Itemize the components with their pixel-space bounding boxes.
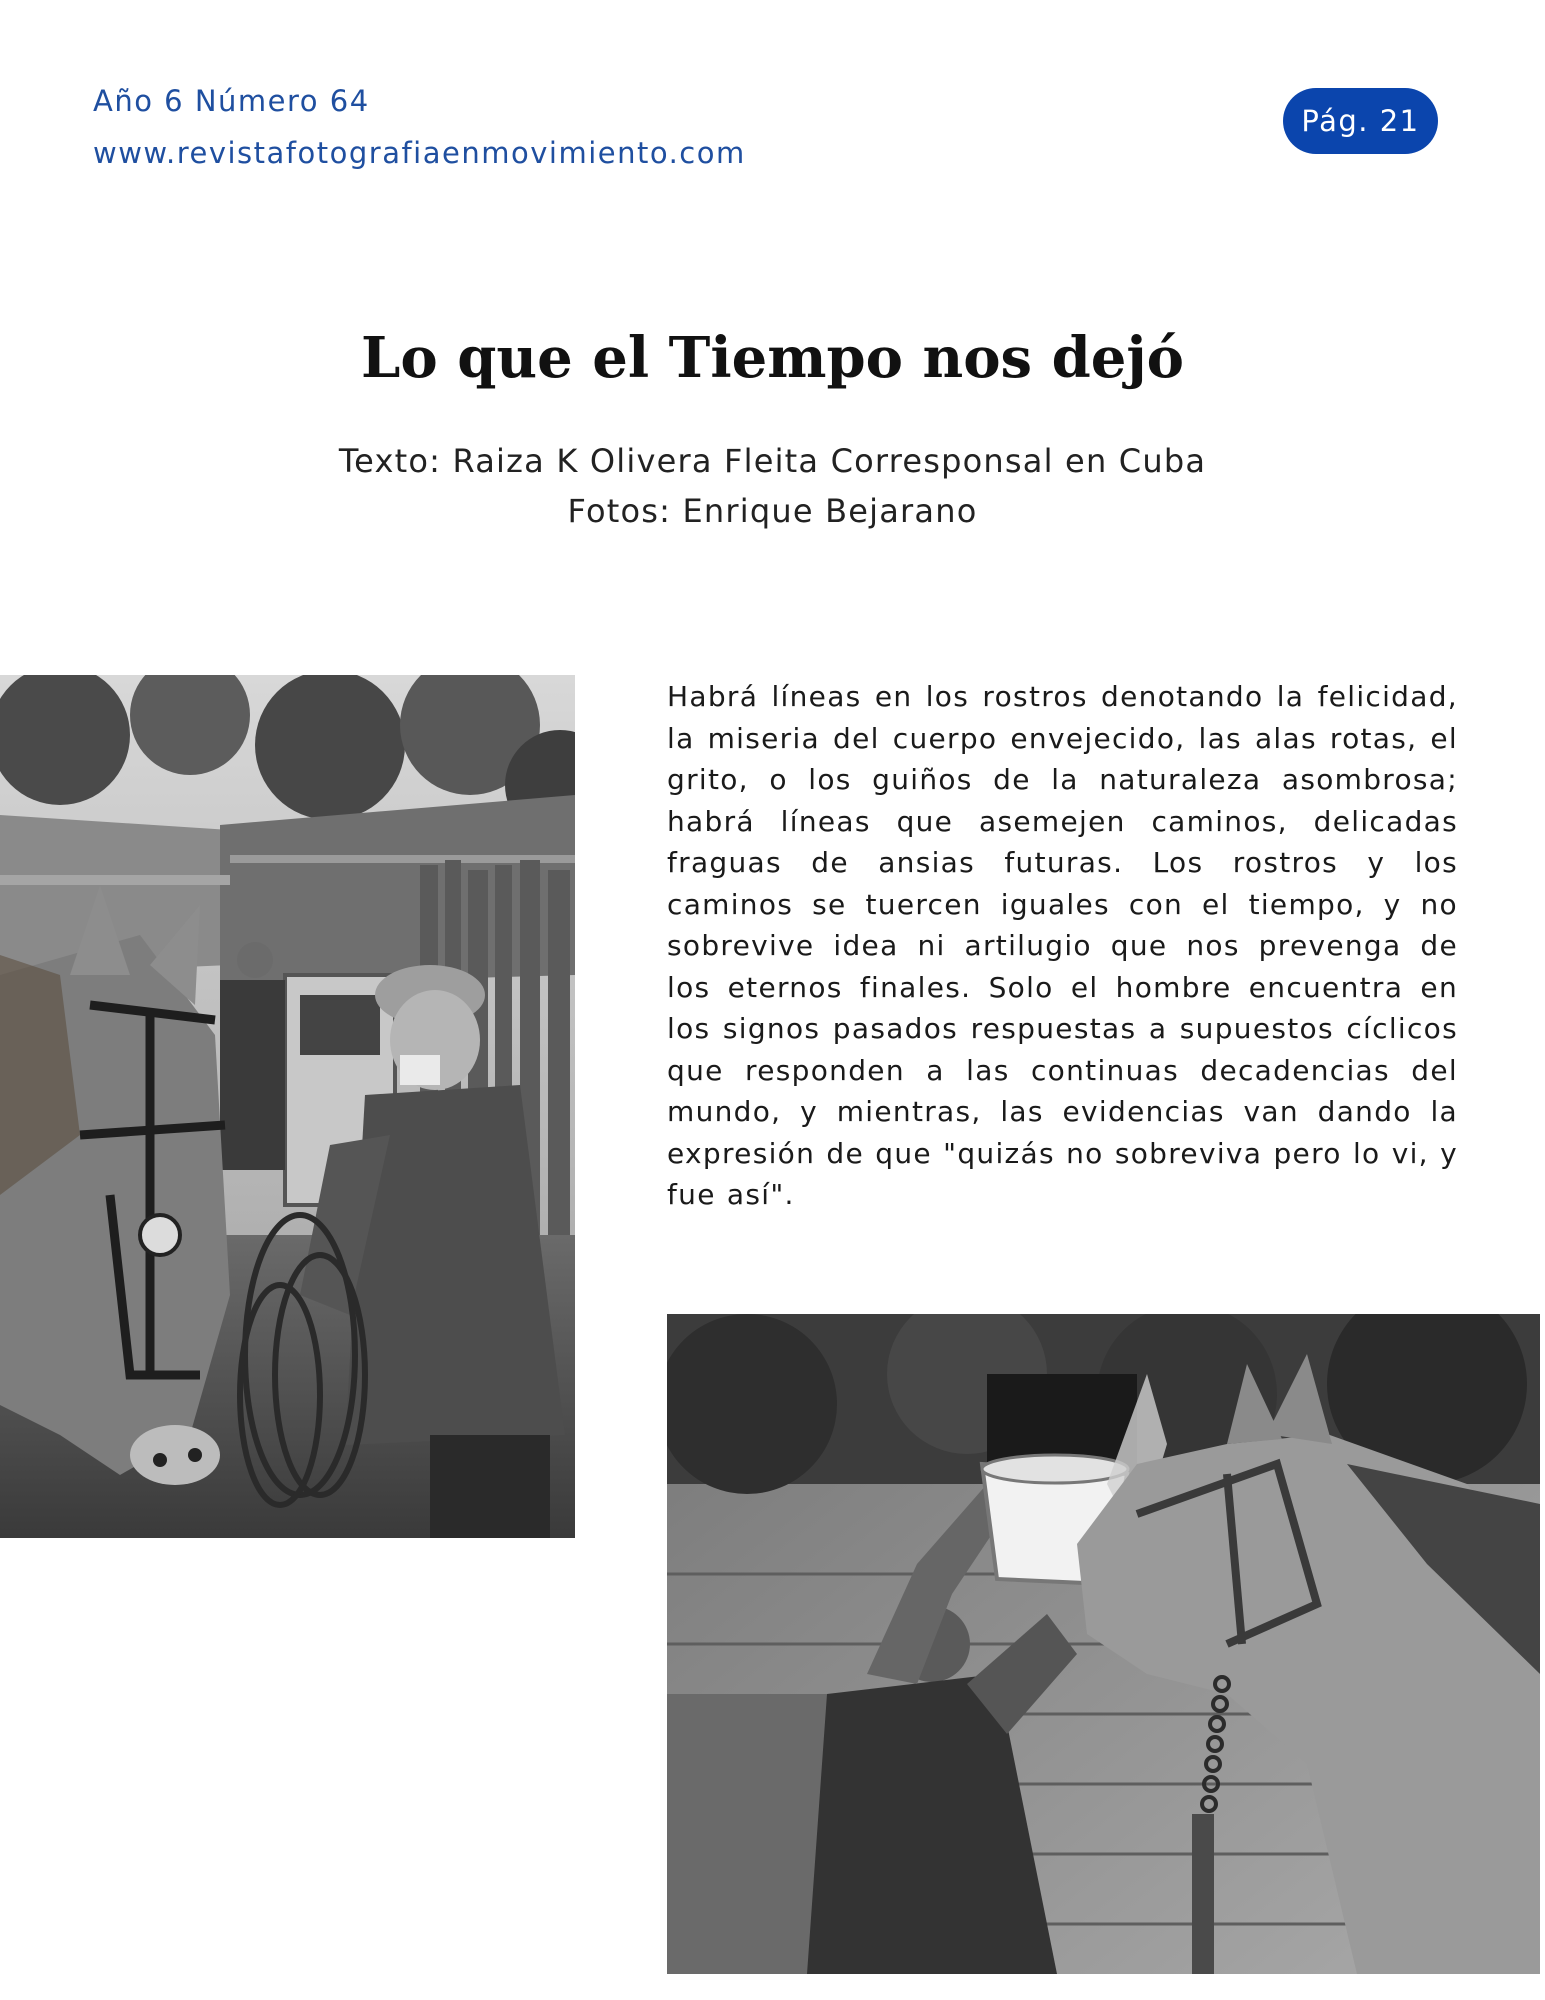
text-credit: Texto: Raiza K Olivera Fleita Corresponsal en Cuba	[338, 442, 1207, 480]
photo-credit: Fotos: Enrique Bejarano	[567, 492, 978, 530]
photo-man-watering-horse	[667, 1314, 1540, 1974]
article-title: Lo que el Tiempo nos dejó	[361, 325, 1184, 391]
page-number-badge: Pág. 21	[1283, 88, 1438, 154]
issue-number: Año 6 Número 64	[93, 84, 370, 118]
article-body: Habrá líneas en los rostros denotando la felicidad, la miseria del cuerpo envejecido, las alas rotas, el grito, o los guiños de la naturaleza asombrosa; habrá líneas que asemejen caminos, delicadas fraguas de ansias futuras. Los rostros y los caminos se tuercen iguales con el tiempo, y no sobrevive idea ni artilugio que nos prevenga de los eternos finales. Solo el hombre encuentra en los signos pasados respuestas a supuestos cíclicos que responden a las continuas decadencias del mundo, y mientras, las evidencias van dando la expresión de que "quizás no sobreviva pero lo vi, y fue así".	[667, 680, 1458, 1211]
website-link[interactable]: www.revistafotografiaenmovimiento.com	[93, 136, 746, 170]
photo-man-with-horses	[0, 675, 575, 1538]
